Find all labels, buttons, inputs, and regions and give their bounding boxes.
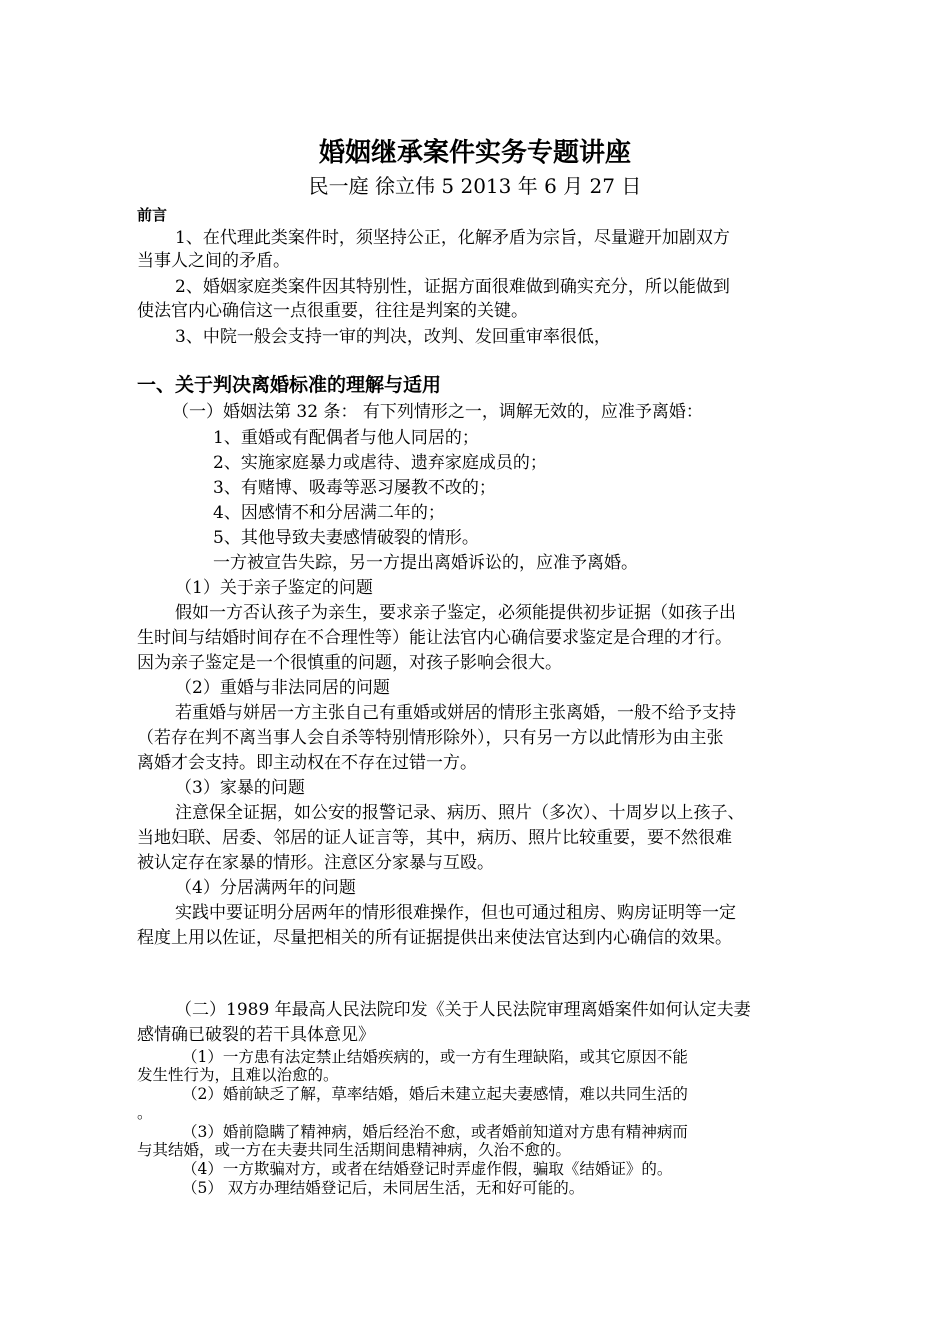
paragraph-line: 被认定存在家暴的情形。注意区分家暴与互殴。 <box>137 853 494 873</box>
paragraph-line: 2、婚姻家庭类案件因其特别性，证据方面很难做到确实充分，所以能做到 <box>175 277 730 297</box>
paragraph-line: 因为亲子鉴定是一个很慎重的问题，对孩子影响会很大。 <box>137 653 562 673</box>
section-heading-preface: 前言 <box>137 206 168 224</box>
paragraph-line: 1、在代理此类案件时，须坚持公正，化解矛盾为宗旨，尽量避开加剧双方 <box>175 228 730 248</box>
list-item: （3）婚前隐瞒了精神病，婚后经治不愈，或者婚前知道对方患有精神病而 <box>182 1123 688 1141</box>
paragraph-line: 当地妇联、居委、邻居的证人证言等，其中，病历、照片比较重要，要不然很难 <box>137 828 732 848</box>
paragraph-line: 当事人之间的矛盾。 <box>137 251 290 271</box>
subsection-heading: （2）重婚与非法同居的问题 <box>175 678 390 698</box>
list-item: 与其结婚，或一方在夫妻共同生活期间患精神病，久治不愈的。 <box>137 1141 572 1159</box>
list-item: （4）一方欺骗对方，或者在结婚登记时弄虚作假，骗取《结婚证》的。 <box>182 1160 673 1178</box>
list-item: 2、实施家庭暴力或虐待、遗弃家庭成员的； <box>213 453 547 473</box>
paragraph-line: 注意保全证据，如公安的报警记录、病历、照片（多次）、十周岁以上孩子、 <box>175 803 745 823</box>
paragraph-line: 一方被宣告失踪，另一方提出离婚诉讼的，应准予离婚。 <box>213 553 638 573</box>
paragraph-line: 使法官内心确信这一点很重要，往往是判案的关键。 <box>137 301 528 321</box>
paragraph-line: 离婚才会支持。即主动权在不存在过错一方。 <box>137 753 477 773</box>
paragraph-line: 假如一方否认孩子为亲生，要求亲子鉴定，必须能提供初步证据（如孩子出 <box>175 603 736 623</box>
list-item: 5、其他导致夫妻感情破裂的情形。 <box>213 528 479 548</box>
paragraph-line: 3、中院一般会支持一审的判决，改判、发回重审率很低， <box>175 327 611 347</box>
paragraph-line: 若重婚与姘居一方主张自己有重婚或姘居的情形主张离婚，一般不给予支持 <box>175 703 736 723</box>
section-heading-1: 一、关于判决离婚标准的理解与适用 <box>137 374 442 396</box>
paragraph-line: 程度上用以佐证，尽量把相关的所有证据提供出来使法官达到内心确信的效果。 <box>137 928 732 948</box>
paragraph-line: 生时间与结婚时间存在不合理性等）能让法官内心确信要求鉴定是合理的才行。 <box>137 628 732 648</box>
document-subtitle: 民一庭 徐立伟 5 2013 年 6 月 27 日 <box>308 174 642 198</box>
document-title: 婚姻继承案件实务专题讲座 <box>318 138 631 168</box>
paragraph-line: 感情确已破裂的若干具体意见》 <box>137 1025 375 1045</box>
paragraph-line: 实践中要证明分居两年的情形很难操作，但也可通过租房、购房证明等一定 <box>175 903 736 923</box>
paragraph-line: （二）1989 年最高人民法院印发《关于人民法院审理离婚案件如何认定夫妻 <box>175 1000 751 1020</box>
subsection-heading: （3）家暴的问题 <box>175 778 305 798</box>
subsection-heading: （4）分居满两年的问题 <box>175 878 356 898</box>
list-item: 4、因感情不和分居满二年的； <box>213 503 445 523</box>
paragraph-line: （一）婚姻法第 32 条： 有下列情形之一，调解无效的，应准予离婚： <box>172 402 703 422</box>
list-item: （5） 双方办理结婚登记后，未同居生活，无和好可能的。 <box>182 1179 585 1197</box>
list-item: 3、有赌博、吸毒等恶习屡教不改的； <box>213 478 496 498</box>
list-item: 1、重婚或有配偶者与他人同居的； <box>213 428 479 448</box>
list-item: （2）婚前缺乏了解，草率结婚，婚后未建立起夫妻感情，难以共同生活的 <box>182 1085 688 1103</box>
list-item: 。 <box>137 1104 153 1122</box>
subsection-heading: （1）关于亲子鉴定的问题 <box>175 578 373 598</box>
list-item: 发生性行为，且难以治愈的。 <box>137 1066 339 1084</box>
list-item: （1）一方患有法定禁止结婚疾病的，或一方有生理缺陷，或其它原因不能 <box>182 1048 688 1066</box>
paragraph-line: （若存在判不离当事人会自杀等特别情形除外），只有另一方以此情形为由主张 <box>137 728 724 748</box>
